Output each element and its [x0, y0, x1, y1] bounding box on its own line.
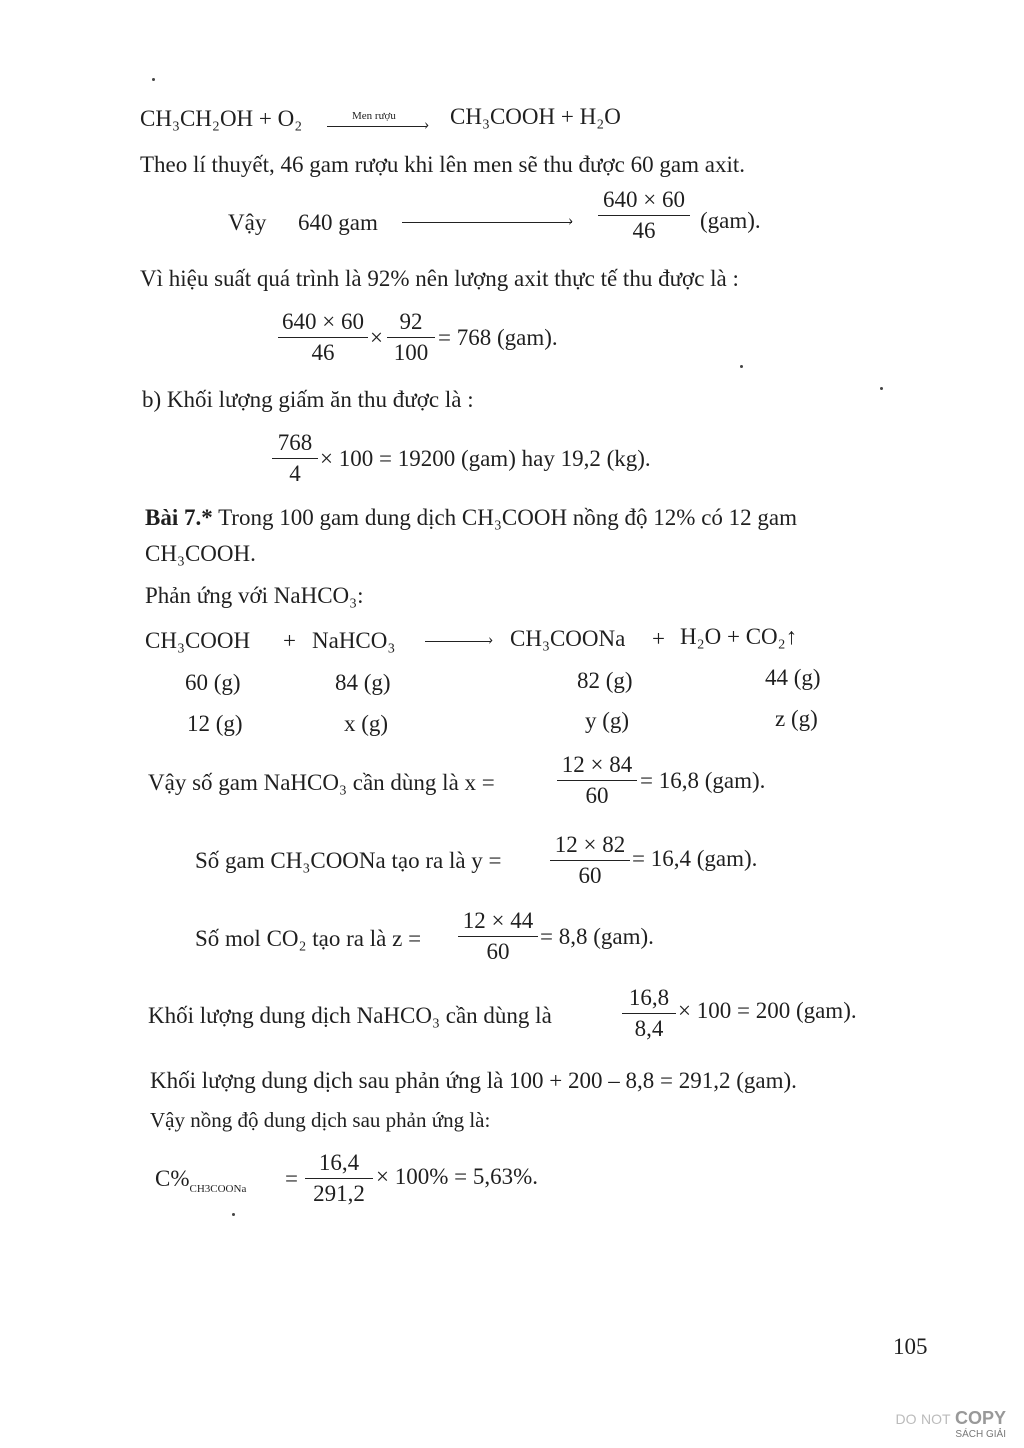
- calc-z-prefix: Số mol CO₂ tạo ra là z =: [195, 926, 422, 951]
- speck: [152, 78, 155, 81]
- bai7-line: [145, 505, 797, 531]
- calc-z-result: = 8,8 (gam).: [540, 924, 654, 949]
- fraction-bar: [557, 780, 637, 781]
- fraction-denominator: 46: [632, 218, 656, 243]
- vay-prefix: Vậy: [228, 210, 267, 235]
- yield-line: Vì hiệu suất quá trình là 92% nên lượng axit thực tế thu được là :: [140, 266, 739, 291]
- calc-y-fraction: [550, 832, 630, 889]
- watermark-copy: COPY: [954, 1408, 1006, 1428]
- eq2-term-4: H₂O + CO₂↑: [680, 624, 798, 649]
- cpercent-result: × 100% = 5,63%.: [376, 1164, 539, 1189]
- part-b-line: b) Khối lượng giấm ăn thu được là :: [142, 387, 474, 412]
- eq2-plus-2: +: [652, 626, 665, 651]
- fraction-numerator: 12 × 84: [561, 752, 633, 777]
- eq2-term-3: CH₃COONa: [510, 626, 626, 651]
- calc1-fraction-2: [387, 309, 435, 366]
- calc-x-prefix: Vậy số gam NaHCO₃ cần dùng là x =: [148, 770, 495, 795]
- cpercent-symbol: C%: [155, 1166, 190, 1191]
- fraction-bar: [458, 936, 538, 937]
- page-number: 105: [893, 1334, 928, 1359]
- vay-arrow: [402, 222, 572, 223]
- fraction-denominator: 8,4: [634, 1016, 664, 1041]
- fraction-bar: [272, 458, 318, 459]
- calc-x-fraction: [557, 752, 637, 809]
- equation-1-arrow-label: Men rượu: [352, 110, 396, 122]
- cpercent-equals: =: [285, 1166, 298, 1191]
- fraction-denominator: 100: [393, 340, 429, 365]
- fraction-denominator: 60: [585, 783, 609, 808]
- fraction-bar: [598, 215, 690, 216]
- fraction-numerator: 16,8: [628, 985, 670, 1010]
- cpercent-subscript: CH3COONa: [189, 1183, 247, 1195]
- var-x: x (g): [344, 711, 389, 736]
- watermark-not: NOT: [920, 1411, 951, 1427]
- watermark-do: DO: [895, 1411, 917, 1427]
- equation-1-left: CH₃CH₂OH + O₂: [140, 106, 303, 131]
- fraction-denominator: 60: [486, 939, 510, 964]
- mass-co2: 44 (g): [765, 665, 821, 690]
- fraction-bar: [387, 337, 435, 338]
- calc-sol-prefix: Khối lượng dung dịch NaHCO₃ cần dùng là: [148, 1003, 552, 1028]
- calc-y-prefix: Số gam CH₃COONa tạo ra là y =: [195, 848, 502, 873]
- calc1-result: = 768 (gam).: [438, 325, 558, 350]
- arrow-head-icon: ›: [488, 631, 494, 648]
- fraction-bar: [278, 337, 368, 338]
- fraction-numerator: 92: [399, 309, 423, 334]
- bai7-text: Trong 100 gam dung dịch CH₃COOH nồng độ 12% có 12 gam: [212, 505, 798, 530]
- fraction-numerator: 768: [277, 430, 313, 455]
- vay-unit: (gam).: [700, 208, 761, 233]
- calc1-fraction-1: [278, 309, 368, 366]
- eq2-plus-1: +: [283, 628, 296, 653]
- arrow-head-icon: ›: [424, 116, 430, 133]
- mass-ch3cooh: 60 (g): [185, 670, 241, 695]
- bai7-text-2: CH₃COOH.: [145, 541, 256, 566]
- fraction-denominator: 46: [311, 340, 335, 365]
- speck: [740, 365, 743, 368]
- bai7-label: Bài 7.*: [145, 505, 213, 530]
- var-y: y (g): [585, 708, 630, 733]
- calc-x-result: = 16,8 (gam).: [640, 768, 766, 793]
- mass-nahco3: 84 (g): [335, 670, 391, 695]
- fraction-bar: [305, 1178, 373, 1179]
- calc-sol-fraction: [622, 985, 676, 1042]
- speck: [880, 387, 883, 390]
- fraction-numerator: 640 × 60: [603, 187, 685, 212]
- var-z: z (g): [775, 706, 818, 731]
- calc-sol-result: × 100 = 200 (gam).: [678, 998, 857, 1023]
- calc-y-result: = 16,4 (gam).: [632, 846, 758, 871]
- theory-line: Theo lí thuyết, 46 gam rượu khi lên men sẽ thu được 60 gam axit.: [140, 152, 745, 177]
- fraction-denominator: 60: [578, 863, 602, 888]
- calc-z-fraction: [458, 908, 538, 965]
- equation-2-arrow: [425, 641, 491, 642]
- watermark-brand: SÁCH GIẢI: [955, 1429, 1006, 1440]
- var-ch3cooh: 12 (g): [187, 711, 243, 736]
- after-reaction-line: Khối lượng dung dịch sau phản ứng là 100 + 200 – 8,8 = 291,2 (gam).: [150, 1068, 797, 1093]
- mass-ch3coona: 82 (g): [577, 668, 633, 693]
- fraction-numerator: 640 × 60: [282, 309, 364, 334]
- watermark-logo: [896, 1408, 1006, 1440]
- vay-fraction: [598, 187, 690, 244]
- calc1-times: ×: [370, 325, 383, 350]
- speck: [232, 1213, 235, 1216]
- fraction-numerator: 16,4: [318, 1150, 360, 1175]
- fraction-numerator: 12 × 44: [462, 908, 534, 933]
- eq2-term-2: NaHCO₃: [312, 628, 396, 653]
- fraction-denominator: 291,2: [313, 1181, 365, 1206]
- concentration-intro: Vậy nồng độ dung dịch sau phản ứng là:: [150, 1108, 491, 1132]
- cpercent-fraction: [305, 1150, 373, 1207]
- fraction-bar: [622, 1013, 676, 1014]
- fraction-bar: [550, 860, 630, 861]
- fraction-denominator: 4: [289, 461, 301, 486]
- calc2-result: × 100 = 19200 (gam) hay 19,2 (kg).: [320, 446, 651, 471]
- eq2-term-1: CH₃COOH: [145, 628, 251, 653]
- arrow-head-icon: ›: [568, 212, 574, 229]
- vay-amount: 640 gam: [298, 210, 378, 235]
- cpercent-label: [155, 1166, 246, 1195]
- fraction-numerator: 12 × 82: [554, 832, 626, 857]
- equation-1-right: CH₃COOH + H₂O: [450, 104, 621, 129]
- equation-1-arrow: [327, 126, 427, 127]
- reaction-intro: Phản ứng với NaHCO₃:: [145, 583, 364, 608]
- calc2-fraction: [272, 430, 318, 487]
